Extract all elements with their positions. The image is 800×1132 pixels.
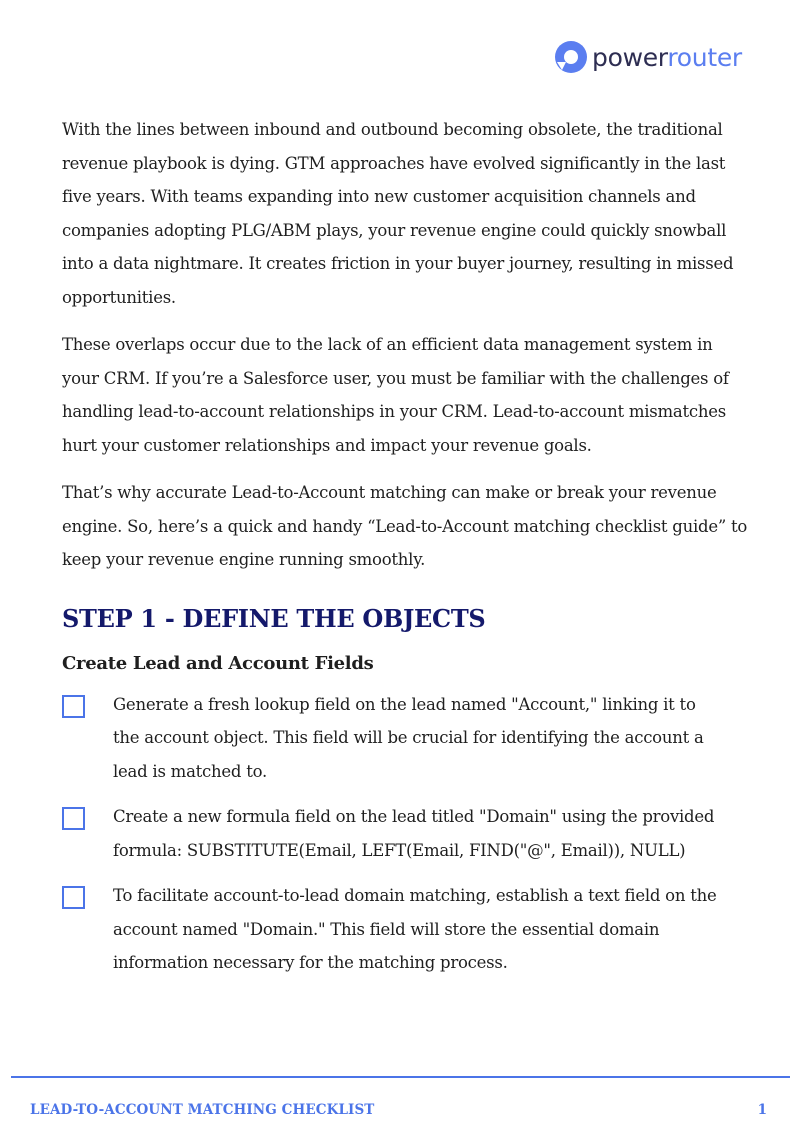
checklist-item: [62, 800, 752, 867]
footer-divider: [11, 1076, 790, 1078]
overlap-paragraph: These overlaps occur due to the lack of an efficient data management system in your CRM. If you’re a Salesforce user, you must be familiar with the challenges of handling lead-to-account relationships in your CRM. Lead-to-account mismatches hurt your customer relationships and impact your revenue goals.: [62, 335, 729, 455]
footer-title: LEAD-TO-ACCOUNT MATCHING CHECKLIST: [30, 1102, 375, 1118]
checklist: [62, 688, 752, 980]
document-body: [62, 113, 752, 980]
step-subheading: Create Lead and Account Fields: [62, 652, 374, 674]
checklist-item: [62, 688, 752, 789]
checklist-item-text: Generate a fresh lookup field on the lead named "Account," linking it to the account object. This field will be crucial for identifying the account a lead is matched to.: [113, 694, 704, 781]
checkbox[interactable]: [62, 886, 85, 909]
page-number: 1: [757, 1102, 767, 1118]
brand-name: [592, 42, 742, 72]
brand-name-part1: power: [592, 42, 668, 72]
checklist-item-text: Create a new formula field on the lead titled "Domain" using the provided formula: SUBSTITUTE(Email, LEFT(Email, FIND("@", Email)), NULL): [113, 807, 715, 860]
intro-paragraph: With the lines between inbound and outbound becoming obsolete, the traditional revenue playbook is dying. GTM approaches have evolved significantly in the last five years. With teams expanding into new customer acquisition channels and companies adopting PLG/ABM plays, your revenue engine could quickly snowball into a data nightmare. It creates friction in your buyer journey, resulting in missed opportunities.: [62, 120, 734, 307]
checkbox[interactable]: [62, 807, 85, 830]
checklist-item-text: To facilitate account-to-lead domain matching, establish a text field on the account named "Domain." This field will store the essential domain information necessary for the matching process.: [113, 886, 717, 972]
powerrouter-logo-icon: [554, 40, 588, 74]
checklist-item: [62, 879, 752, 980]
checklist-intro-paragraph: That’s why accurate Lead-to-Account matching can make or break your revenue engine. So, here’s a quick and handy “Lead-to-Account matching checklist guide” to keep your revenue engine running smoothly.: [62, 483, 748, 569]
checkbox[interactable]: [62, 695, 85, 718]
brand-name-part2: router: [667, 42, 742, 72]
powerrouter-logo: [554, 40, 742, 74]
step-heading: STEP 1 - DEFINE THE OBJECTS: [62, 603, 486, 633]
